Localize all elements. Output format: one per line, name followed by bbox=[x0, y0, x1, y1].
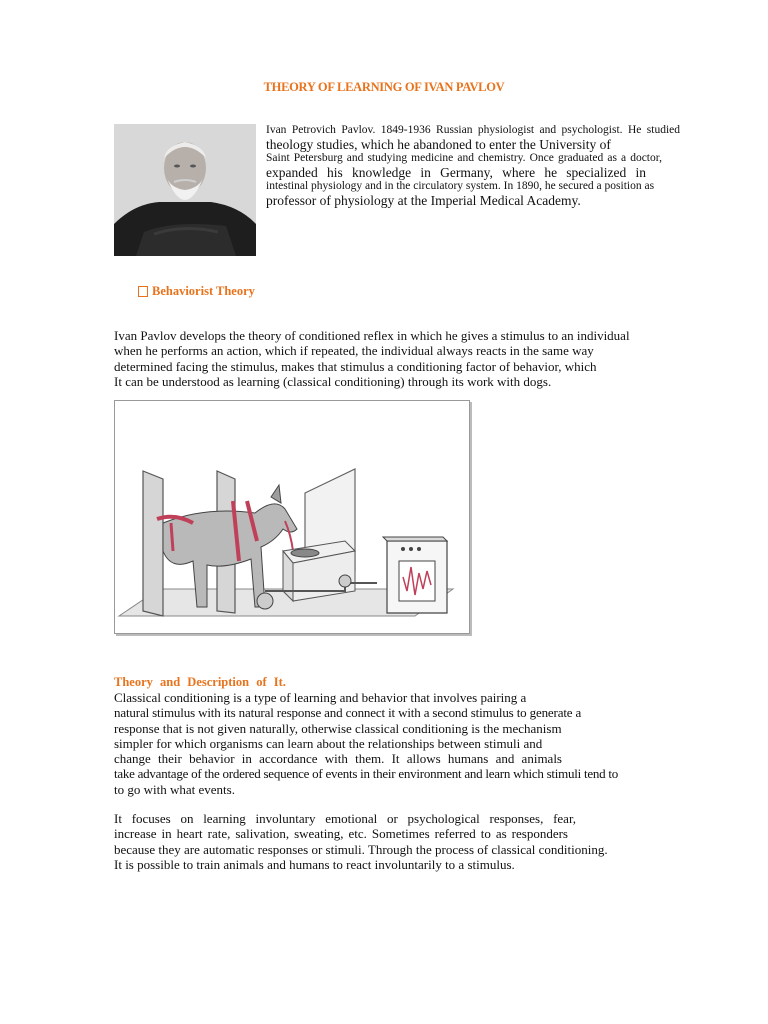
description-line: change their behavior in accordance with them. It allows humans and animals bbox=[114, 751, 562, 767]
pavlov-dog-experiment-illustration bbox=[114, 400, 470, 634]
description-line: response that is not given naturally, otherwise classical conditioning is the mechanism bbox=[114, 720, 562, 736]
intro-line: when he performs an action, which if repeated, the individual always reacts in the same way bbox=[114, 343, 594, 359]
page-title: THEORY OF LEARNING OF IVAN PAVLOV bbox=[263, 80, 505, 94]
description-line: take advantage of the ordered sequence of events in their environment and learn which stimuli tend to bbox=[114, 766, 618, 782]
description-line: natural stimulus with its natural response and connect it with a second stimulus to generate a bbox=[114, 705, 582, 721]
intro-line: It can be understood as learning (classical conditioning) through its work with dogs. bbox=[114, 373, 552, 389]
bio-line: Saint Petersburg and studying medicine and chemistry. Once graduated as a doctor, bbox=[266, 152, 662, 164]
focus-line: It focuses on learning involuntary emotional or psychological responses, fear, bbox=[114, 811, 576, 826]
bio-line: intestinal physiology and in the circulatory system. In 1890, he secured a position as bbox=[266, 180, 655, 192]
intro-line: determined facing the stimulus, makes that stimulus a conditioning factor of behavior, which bbox=[114, 358, 597, 374]
intro-line: Ivan Pavlov develops the theory of conditioned reflex in which he gives a stimulus to an individual bbox=[114, 328, 630, 343]
section-heading-text: Theory and Description of It. bbox=[114, 675, 286, 689]
description-line: to go with what events. bbox=[114, 781, 235, 797]
biography bbox=[266, 124, 680, 208]
pavlov-portrait bbox=[114, 124, 256, 256]
behaviorist-heading bbox=[138, 284, 255, 299]
behaviorist-heading-text: Behaviorist Theory bbox=[152, 284, 255, 298]
description-line: simpler for which organisms can learn about the relationships between stimuli and bbox=[114, 735, 543, 751]
intro-paragraph bbox=[114, 328, 674, 389]
description-paragraph bbox=[114, 690, 659, 797]
focus-line: increase in heart rate, salivation, sweating, etc. Sometimes referred to as responders bbox=[114, 826, 568, 842]
bio-line: Ivan Petrovich Pavlov. 1849-1936 Russian physiologist and psychologist. He studied bbox=[266, 124, 680, 136]
section-heading bbox=[114, 675, 286, 690]
bio-line: professor of physiology at the Imperial Medical Academy. bbox=[266, 193, 581, 208]
focus-paragraph bbox=[114, 811, 644, 872]
focus-line: because they are automatic responses or stimuli. Through the process of classical conditioning. bbox=[114, 841, 608, 857]
description-line: Classical conditioning is a type of learning and behavior that involves pairing a bbox=[114, 690, 527, 705]
bio-line: theology studies, which he abandoned to enter the University of bbox=[266, 137, 611, 152]
focus-line: It is possible to train animals and humans to react involuntarily to a stimulus. bbox=[114, 856, 515, 872]
bio-line: expanded his knowledge in Germany, where he specialized in bbox=[266, 165, 646, 180]
checkbox-bullet-icon bbox=[138, 286, 148, 297]
